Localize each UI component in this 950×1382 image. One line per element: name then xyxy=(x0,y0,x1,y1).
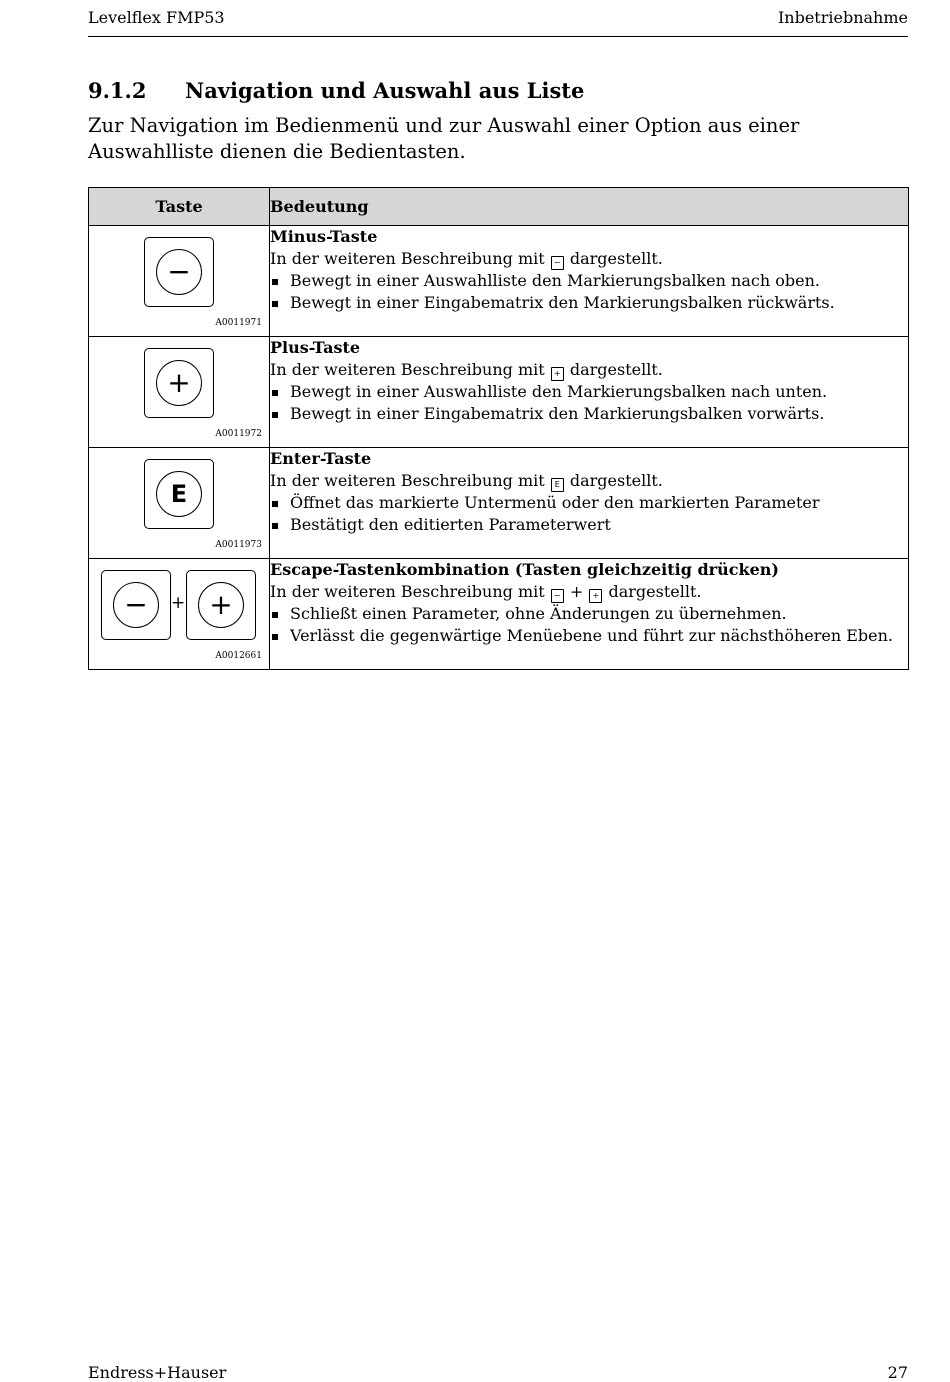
figure-code: A0011972 xyxy=(215,429,262,439)
table-row xyxy=(89,448,909,559)
description-cell xyxy=(270,226,909,337)
bullet-list xyxy=(270,270,908,314)
minus-icon: − xyxy=(124,588,148,621)
key-cell xyxy=(89,559,270,670)
description-cell xyxy=(270,559,909,670)
combination-plus: + xyxy=(171,593,186,613)
section-heading xyxy=(88,78,584,103)
key-table xyxy=(88,187,909,670)
plus-key xyxy=(144,348,214,418)
list-item: Bewegt in einer Eingabematrix den Markierungsbalken vorwärts. xyxy=(270,403,908,425)
list-item: Schließt einen Parameter, ohne Änderungen zu übernehmen. xyxy=(270,603,908,625)
table-row xyxy=(89,226,909,337)
page-header xyxy=(88,8,908,37)
list-item: Verlässt die gegenwärtige Menüebene und führt zur nächsthöheren Eben. xyxy=(270,625,908,647)
figure-code: A0012661 xyxy=(215,651,262,661)
key-description: In der weiteren Beschreibung mit + dargestellt. xyxy=(270,360,663,379)
column-header-bedeutung: Bedeutung xyxy=(270,188,909,226)
bullet-list xyxy=(270,603,908,647)
list-item: Bestätigt den editierten Parameterwert xyxy=(270,514,908,536)
table-row xyxy=(89,559,909,670)
page-number: 27 xyxy=(887,1363,908,1382)
description-cell xyxy=(270,337,909,448)
description-cell xyxy=(270,448,909,559)
table-header-row xyxy=(89,188,909,226)
header-chapter: Inbetriebnahme xyxy=(777,8,908,27)
enter-mini-icon: E xyxy=(551,478,564,492)
key-title: Escape-Tastenkombination (Tasten gleichzeitig drücken) xyxy=(270,560,779,579)
key-title: Enter-Taste xyxy=(270,449,372,468)
plus-mini-icon: + xyxy=(551,367,564,381)
key-cell xyxy=(89,448,270,559)
key-description: In der weiteren Beschreibung mit − + + dargestellt. xyxy=(270,582,702,601)
key-description: In der weiteren Beschreibung mit − dargestellt. xyxy=(270,249,663,268)
minus-mini-icon: − xyxy=(551,589,564,603)
key-description: In der weiteren Beschreibung mit E dargestellt. xyxy=(270,471,663,490)
minus-key xyxy=(144,237,214,307)
list-item: Öffnet das markierte Untermenü oder den markierten Parameter xyxy=(270,492,908,514)
plus-icon: + xyxy=(209,588,233,621)
plus-mini-icon: + xyxy=(589,589,602,603)
key-title: Minus-Taste xyxy=(270,227,378,246)
enter-icon: E xyxy=(170,480,188,508)
minus-mini-icon: − xyxy=(551,256,564,270)
list-item: Bewegt in einer Auswahlliste den Markierungsbalken nach oben. xyxy=(270,270,908,292)
list-item: Bewegt in einer Auswahlliste den Markierungsbalken nach unten. xyxy=(270,381,908,403)
plus-key xyxy=(186,570,256,640)
figure-code: A0011971 xyxy=(215,318,262,328)
minus-key xyxy=(101,570,171,640)
figure-code: A0011973 xyxy=(215,540,262,550)
enter-key xyxy=(144,459,214,529)
list-item: Bewegt in einer Eingabematrix den Markierungsbalken rückwärts. xyxy=(270,292,908,314)
minus-icon: − xyxy=(167,255,191,288)
footer-company: Endress+Hauser xyxy=(88,1363,227,1382)
bullet-list xyxy=(270,381,908,425)
intro-paragraph: Zur Navigation im Bedienmenü und zur Auswahl einer Option aus einer Auswahlliste dienen die Bedientasten. xyxy=(88,114,800,163)
section-title: Navigation und Auswahl aus Liste xyxy=(185,78,585,103)
key-title: Plus-Taste xyxy=(270,338,361,357)
key-cell xyxy=(89,226,270,337)
table-row xyxy=(89,337,909,448)
section-number: 9.1.2 xyxy=(88,78,147,103)
key-cell xyxy=(89,337,270,448)
column-header-taste: Taste xyxy=(89,188,270,226)
plus-icon: + xyxy=(167,366,191,399)
bullet-list xyxy=(270,492,908,536)
header-product: Levelflex FMP53 xyxy=(88,8,225,27)
